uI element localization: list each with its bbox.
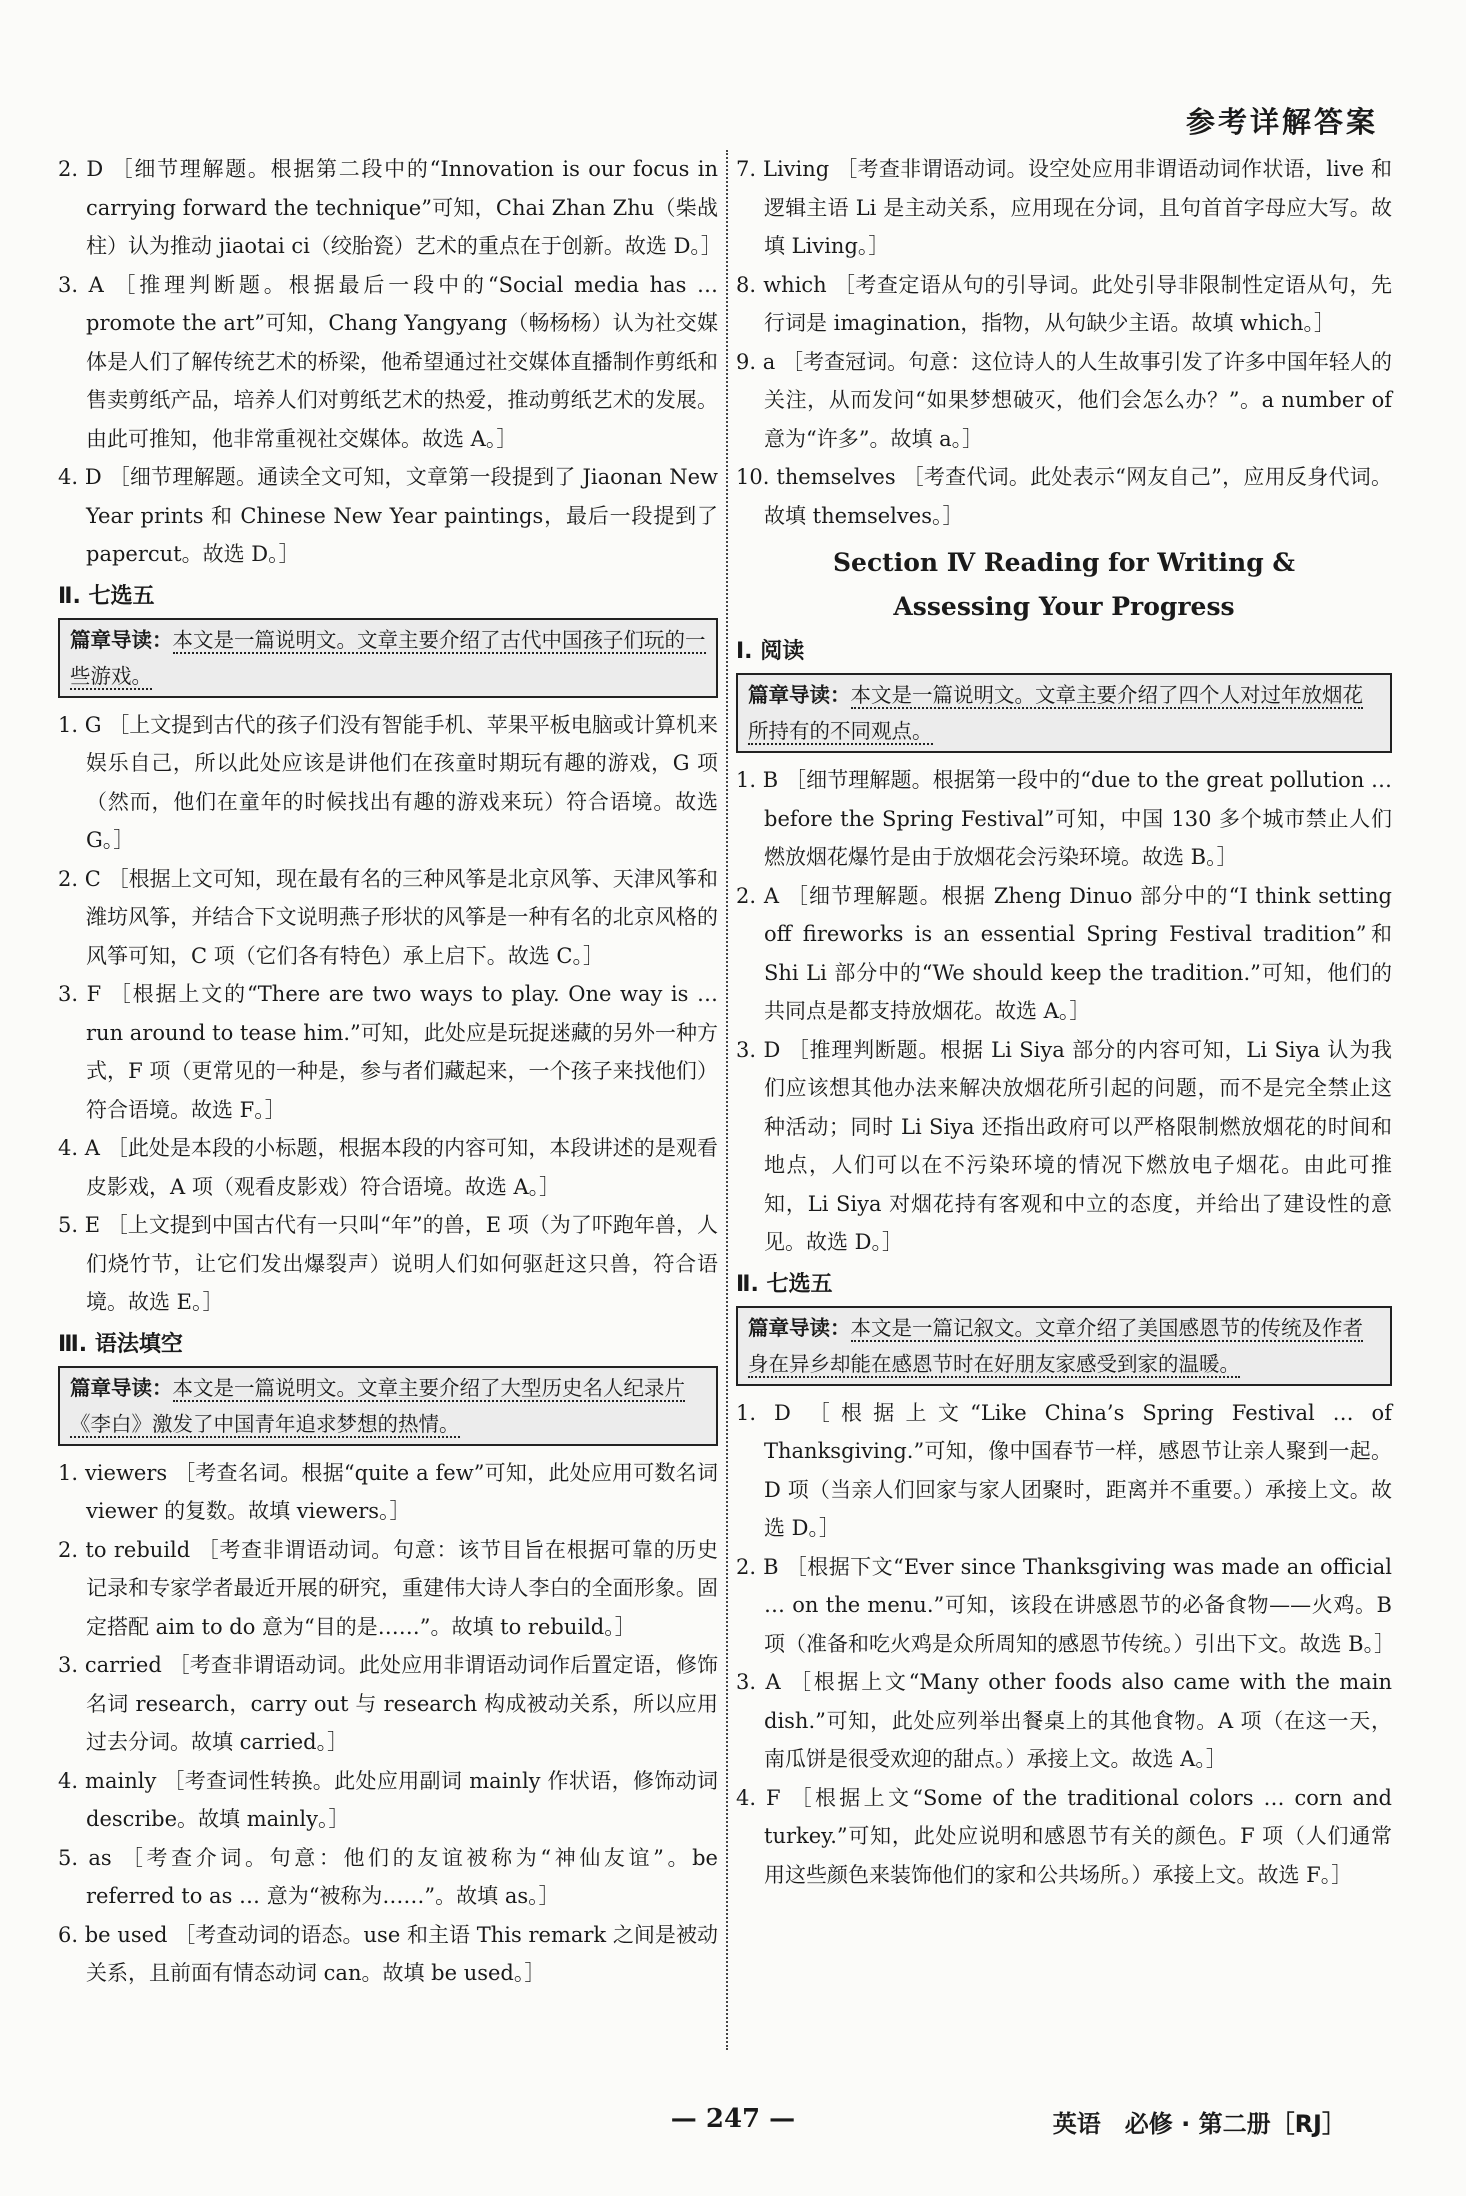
answer-number: 1. B xyxy=(736,768,779,792)
guide-text: 本文是一篇说明文。文章主要介绍了大型历史名人纪录片《李白》激发了中国青年追求梦想的热情。 xyxy=(70,1375,685,1436)
answer-explanation: ［考查定语从句的引导词。此处引导非限制性定语从句，先行词是 imagination，指物，从句缺少主语。故填 which。］ xyxy=(764,272,1392,335)
answer-item xyxy=(58,150,722,266)
guide-text: 本文是一篇说明文。文章主要介绍了四个人对过年放烟花所持有的不同观点。 xyxy=(748,683,1363,743)
answer-explanation: ［此处是本段的小标题，根据本段的内容可知，本段讲述的是观看皮影戏，A 项（观看皮影戏）符合语境。故选 A。］ xyxy=(86,1136,718,1199)
guide-label: 篇章导读： xyxy=(70,627,173,652)
answer-explanation: 部分中的“We should keep the tradition.”可知，他们的共同点是都支持放烟花。故选 A。］ xyxy=(764,960,1392,1023)
answer-explanation: ［考查非谓语动词。句意：该节目旨在根据可靠的历史记录和专家学者最近开展的研究，重建伟大诗人李白的全面形象。固定搭配 aim to do 意为“目的是……”。故填 to rebuild。］ xyxy=(86,1537,719,1639)
answer-explanation: ［根据上文可知，现在最有名的三种风筝是北京风筝、天津风筝和潍坊风筝，并结合下文说明燕子形状的风筝是一种有名的北京风格的风筝可知，C 项（它们各有特色）承上启下。故选 C。］ xyxy=(86,866,719,968)
answer-explanation: 部分中的“I think setting off fireworks is an essential Spring Festival tradition”和 xyxy=(764,883,1392,946)
answer-number: 4. mainly xyxy=(58,1768,157,1793)
answer-number: 4. D xyxy=(58,465,102,489)
guide-label: 篇章导读： xyxy=(748,683,851,707)
guide-label: 篇章导读： xyxy=(748,1315,851,1340)
passage-guide xyxy=(58,618,718,698)
book-label: 英语 必修 · 第二册［RJ］ xyxy=(1052,2110,1346,2138)
answer-number: 3. D xyxy=(736,1037,781,1062)
answer-number: 3. F xyxy=(58,982,102,1006)
answer-item xyxy=(58,975,718,1129)
answer-explanation: ［考查介词。句意：他们的友谊被称为“神仙友谊”。be referred to as … 意为“被称为……”。故填 as。］ xyxy=(86,1845,718,1908)
answers-group xyxy=(736,1394,1396,1895)
answer-explanation: ［上文提到古代的孩子们没有智能手机、苹果平板电脑或计算机来娱乐自己，所以此处应该是讲他们在孩童时期玩有趣的游戏，G 项（然而，他们在童年的时候找出有趣的游戏来玩）符合语境。故选 G。］ xyxy=(86,712,718,852)
answer-item xyxy=(58,1531,718,1647)
answer-item xyxy=(58,1206,718,1322)
passage-guide xyxy=(736,673,1392,753)
answer-number: 3. A xyxy=(736,1670,781,1694)
passage-guide xyxy=(736,1306,1392,1386)
guide-text: 本文是一篇记叙文。文章介绍了美国感恩节的传统及作者身在异乡却能在感恩节时在好朋友家感受到家的温暖。 xyxy=(748,1315,1363,1376)
answer-item xyxy=(736,266,1392,343)
answer-explanation: ［考查代词。此处表示“网友自己”，应用反身代词。故填 themselves。］ xyxy=(764,465,1392,528)
answer-number: 2. D xyxy=(58,157,104,181)
answer-item xyxy=(58,458,718,574)
answer-number: 3. A xyxy=(58,272,104,297)
answer-item xyxy=(736,1779,1392,1895)
section-heading: Ⅲ. 语法填空 xyxy=(58,1331,183,1357)
answer-explanation: ［考查动词的语态。use 和主语 This remark 之间是被动关系，且前面有情态动词 can。故填 be used。］ xyxy=(86,1922,718,1985)
answer-number: 1. G xyxy=(58,712,102,737)
answers-group xyxy=(58,706,718,1322)
answer-explanation: ［考查非谓语动词。此处应用非谓语动词作后置定语，修饰名词 research，carry out 与 research 构成被动关系，所以应用过去分词。故填 carried。］ xyxy=(86,1653,718,1754)
answer-number: 2. B xyxy=(736,1554,779,1579)
answer-explanation: ［推理判断题。根据最后一段中的“Social media has … promote the art”可知，Chang Yangyang（畅杨杨）认为社交媒体是人们了解传统艺术的桥梁，他希望通过社交媒体直播制作剪纸和售卖剪纸产品，培养人们对剪纸艺术的热爱，推动剪纸艺术的发展。由此可推知，他非常重视社交媒体。故选 A。］ xyxy=(86,272,718,451)
answer-number: 4. F xyxy=(736,1785,781,1810)
answer-number: 7. Living xyxy=(736,157,830,181)
answer-item xyxy=(736,343,1392,459)
answer-explanation: ［根据上文的“There are two ways to play. One way is … run around to tease him.”可知，此处应是玩捉迷藏的另外一种方式，F 项（更常见的一种是，参与者们藏起来，一个孩子来找他们）符合语境。故选 F。］ xyxy=(86,982,718,1122)
answer-explanation: ［细节理解题。根据第二段中的“Innovation is our focus in carrying forward the technique”可知，Chai Zhan Zhu（柴战柱）认为推动 jiaotai ci（绞胎瓷）艺术的重点在于创新。故选 D。］ xyxy=(86,157,722,258)
section-title-line: Section Ⅳ Reading for Writing & xyxy=(833,548,1295,577)
answer-explanation: 部分的内容可知，Li Siya 认为我们应该想其他办法来解决放烟花所引起的问题，而不是完全禁止这种活动；同时 Li Siya 还指出政府可以严格限制燃放烟花的时间和地点，人们可以在不污染环境的情况下燃放电子烟花。由此可推知，Li Siya 对烟花持有客观和中立的态度，并给出了建设性的意见。故选 D。］ xyxy=(764,1037,1392,1254)
bold-name: Shi Li xyxy=(764,960,827,985)
answer-explanation: ［细节理解题。根据第一段中的“due to the great pollution … before the Spring Festival”可知，中国 130 多个城市禁止人们燃放烟花爆竹是由于放烟花会污染环境。故选 B。］ xyxy=(764,768,1392,869)
answer-explanation: ［推理判断题。根据 xyxy=(787,1037,992,1062)
answer-number: 10. themselves xyxy=(736,465,896,489)
answer-item xyxy=(58,1916,718,1993)
answer-item xyxy=(58,1646,718,1762)
answer-item xyxy=(58,1129,718,1206)
answer-item xyxy=(58,706,718,860)
answer-item xyxy=(736,761,1392,877)
answers-group xyxy=(58,1454,718,1993)
answer-item xyxy=(58,266,718,459)
header-title: 参考详解答案 xyxy=(1185,105,1378,139)
answer-number: 3. carried xyxy=(58,1653,162,1677)
answer-explanation: ［考查非谓语动词。设空处应用非谓语动词作状语，live 和逻辑主语 Li 是主动关系，应用现在分词，且句首首字母应大写。故填 Living。］ xyxy=(764,157,1392,258)
answer-item xyxy=(736,1663,1392,1779)
answer-number: 5. E xyxy=(58,1213,101,1237)
answer-explanation: ［上文提到中国古代有一只叫“年”的兽，E 项（为了吓跑年兽，人们烧竹节，让它们发出爆裂声）说明人们如何驱赶这只兽，符合语境。故选 E。］ xyxy=(86,1213,718,1314)
answer-item xyxy=(736,458,1392,535)
answer-explanation: ［考查冠词。句意：这位诗人的人生故事引发了许多中国年轻人的关注，从而发问“如果梦想破灭，他们会怎么办？”。a number of 意为“许多”。故填 a。］ xyxy=(764,349,1393,451)
guide-label: 篇章导读： xyxy=(70,1375,173,1400)
answer-number: 2. A xyxy=(736,883,780,908)
bold-name: Li Siya xyxy=(991,1037,1065,1062)
answer-explanation: ［根据下文“Ever since Thanksgiving was made an official … on the menu.”可知，该段在讲感恩节的必备食物——火鸡。B 项（准备和吃火鸡是众所周知的感恩节传统。）引出下文。故选 B。］ xyxy=(764,1554,1396,1656)
answer-explanation: ［考查词性转换。此处应用副词 mainly 作状语，修饰动词 describe。故填 mainly。］ xyxy=(86,1768,718,1831)
answer-explanation: ［根据上文“Many other foods also came with the main dish.”可知，此处应列举出餐桌上的其他食物。A 项（在这一天，南瓜饼是很受欢迎的甜点。）承接上文。故选 A。］ xyxy=(764,1670,1392,1771)
right-column xyxy=(736,150,1396,1894)
answer-item xyxy=(736,877,1392,1031)
answer-number: 6. be used xyxy=(58,1922,168,1947)
answer-number: 5. as xyxy=(58,1845,112,1870)
answer-explanation: ［细节理解题。通读全文可知，文章第一段提到了 Jiaonan New Year prints 和 Chinese New Year paintings，最后一段提到了 papercut。故选 D。］ xyxy=(86,465,718,566)
guide-text: 本文是一篇说明文。文章主要介绍了古代中国孩子们玩的一些游戏。 xyxy=(70,627,706,688)
page-number: — 247 — xyxy=(670,2104,796,2134)
answer-explanation: ［考查名词。根据“quite a few”可知，此处应用可数名词 viewer 的复数。故填 viewers。］ xyxy=(86,1460,718,1523)
section-heading: Ⅱ. 七选五 xyxy=(58,583,155,609)
answer-item xyxy=(736,1548,1396,1664)
section-heading: Ⅰ. 阅读 xyxy=(736,639,805,664)
answer-number: 8. which xyxy=(736,272,827,297)
answer-explanation: ［根据上文“Some of the traditional colors … corn and turkey.”可知，此处应说明和感恩节有关的颜色。F 项（人们通常用这些颜色来装饰他们的家和公共场所。）承接上文。故选 F。］ xyxy=(764,1785,1392,1887)
answer-number: 1. D xyxy=(736,1400,791,1425)
answer-item xyxy=(58,1454,718,1531)
passage-guide xyxy=(58,1366,718,1446)
answer-number: 4. A xyxy=(58,1136,100,1160)
answer-number: 1. viewers xyxy=(58,1460,168,1485)
answer-item xyxy=(58,860,718,976)
answer-item xyxy=(736,150,1392,266)
answers-group xyxy=(736,150,1392,535)
column-divider xyxy=(726,150,728,2050)
answer-number: 2. to rebuild xyxy=(58,1537,191,1562)
answer-explanation: ［细节理解题。根据 xyxy=(786,883,994,908)
answer-item xyxy=(736,1394,1392,1548)
bold-name: Zheng Dinuo xyxy=(993,883,1133,908)
answer-number: 2. C xyxy=(58,866,101,891)
answers-group xyxy=(58,150,722,574)
answer-number: 9. a xyxy=(736,349,776,374)
answer-item xyxy=(736,1031,1392,1262)
left-column xyxy=(58,150,722,1993)
answers-group xyxy=(736,761,1392,1262)
section-heading: Ⅱ. 七选五 xyxy=(736,1271,833,1297)
section-title xyxy=(736,541,1392,629)
answer-explanation: ［根据上文“Like China’s Spring Festival … of Thanksgiving.”可知，像中国春节一样，感恩节让亲人聚到一起。D 项（当亲人们回家与家人团聚时，距离并不重要。）承接上文。故选 D。］ xyxy=(764,1400,1392,1540)
answer-item xyxy=(58,1762,718,1839)
section-title-line: Assessing Your Progress xyxy=(893,592,1235,621)
answer-item xyxy=(58,1839,718,1916)
